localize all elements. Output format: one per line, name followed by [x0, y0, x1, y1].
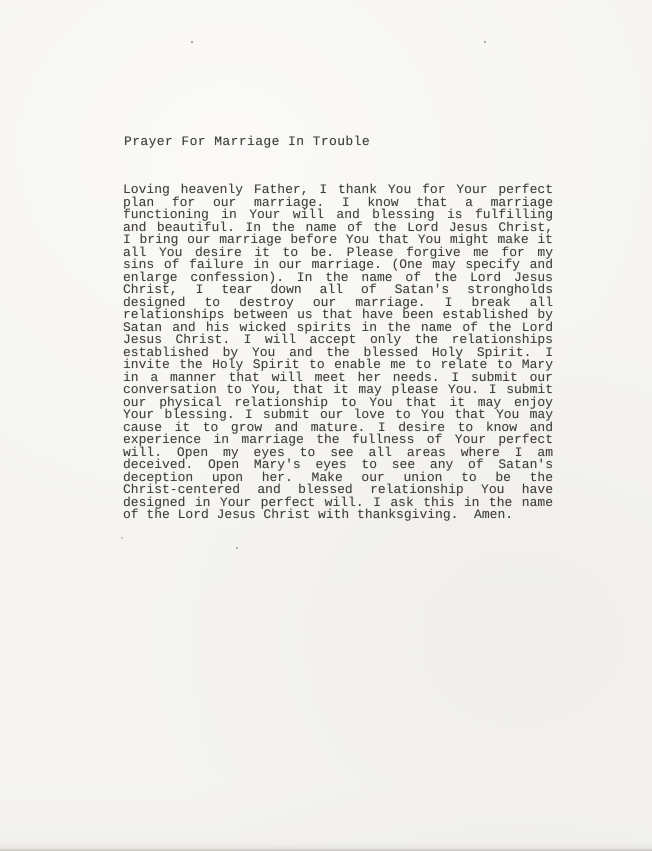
prayer-line: deceived. Open Mary's eyes to see any of Satan's — [123, 457, 553, 472]
scan-speck — [191, 41, 193, 43]
prayer-line: Christ, I tear down all of Satan's strongholds — [123, 282, 553, 297]
prayer-line: deception upon her. Make our union to be the — [123, 469, 553, 485]
prayer-line: Christ-centered and blessed relationship You have — [123, 482, 553, 497]
prayer-line: plan for our marriage. I know that a marriage — [123, 194, 553, 210]
prayer-line: relationships between us that have been established by — [123, 307, 553, 322]
prayer-line: sins of failure in our marriage. (One may specify and — [123, 257, 553, 272]
prayer-line: designed to destroy our marriage. I break all — [123, 294, 553, 310]
scan-speck — [484, 41, 486, 43]
prayer-line: and beautiful. In the name of the Lord Jesus Christ, — [123, 219, 553, 235]
prayer-line: will. Open my eyes to see all areas where I am — [123, 444, 553, 460]
prayer-line: in a manner that will meet her needs. I submit our — [123, 369, 553, 385]
prayer-line: our physical relationship to You that it may enjoy — [123, 394, 553, 410]
prayer-line: designed in Your perfect will. I ask this in the name — [123, 494, 553, 510]
prayer-line: Jesus Christ. I will accept only the relationships — [123, 332, 553, 347]
prayer-body — [123, 184, 553, 522]
prayer-line: Your blessing. I submit our love to You that You may — [123, 407, 553, 422]
prayer-line: enlarge confession). In the name of the Lord Jesus — [123, 269, 553, 285]
prayer-line: functioning in Your will and blessing is fulfilling — [123, 207, 553, 222]
scan-speck — [121, 537, 123, 539]
prayer-line: Loving heavenly Father, I thank You for Your perfect — [123, 182, 553, 197]
document-title: Prayer For Marriage In Trouble — [124, 134, 371, 149]
prayer-line: cause it to grow and mature. I desire to know and — [123, 419, 553, 435]
prayer-line: invite the Holy Spirit to enable me to relate to Mary — [123, 357, 553, 372]
prayer-line: Satan and his wicked spirits in the name of the Lord — [123, 319, 553, 335]
prayer-line: I bring our marriage before You that You might make it — [123, 232, 553, 247]
prayer-line: all You desire it to be. Please forgive me for my — [123, 244, 553, 260]
prayer-line: established by You and the blessed Holy Spirit. I — [123, 344, 553, 360]
prayer-line: experience in marriage the fullness of Your perfect — [123, 432, 553, 447]
scan-speck — [236, 547, 238, 549]
prayer-line: of the Lord Jesus Christ with thanksgiving. Amen. — [123, 507, 514, 522]
prayer-line: conversation to You, that it may please You. I submit — [123, 382, 553, 397]
